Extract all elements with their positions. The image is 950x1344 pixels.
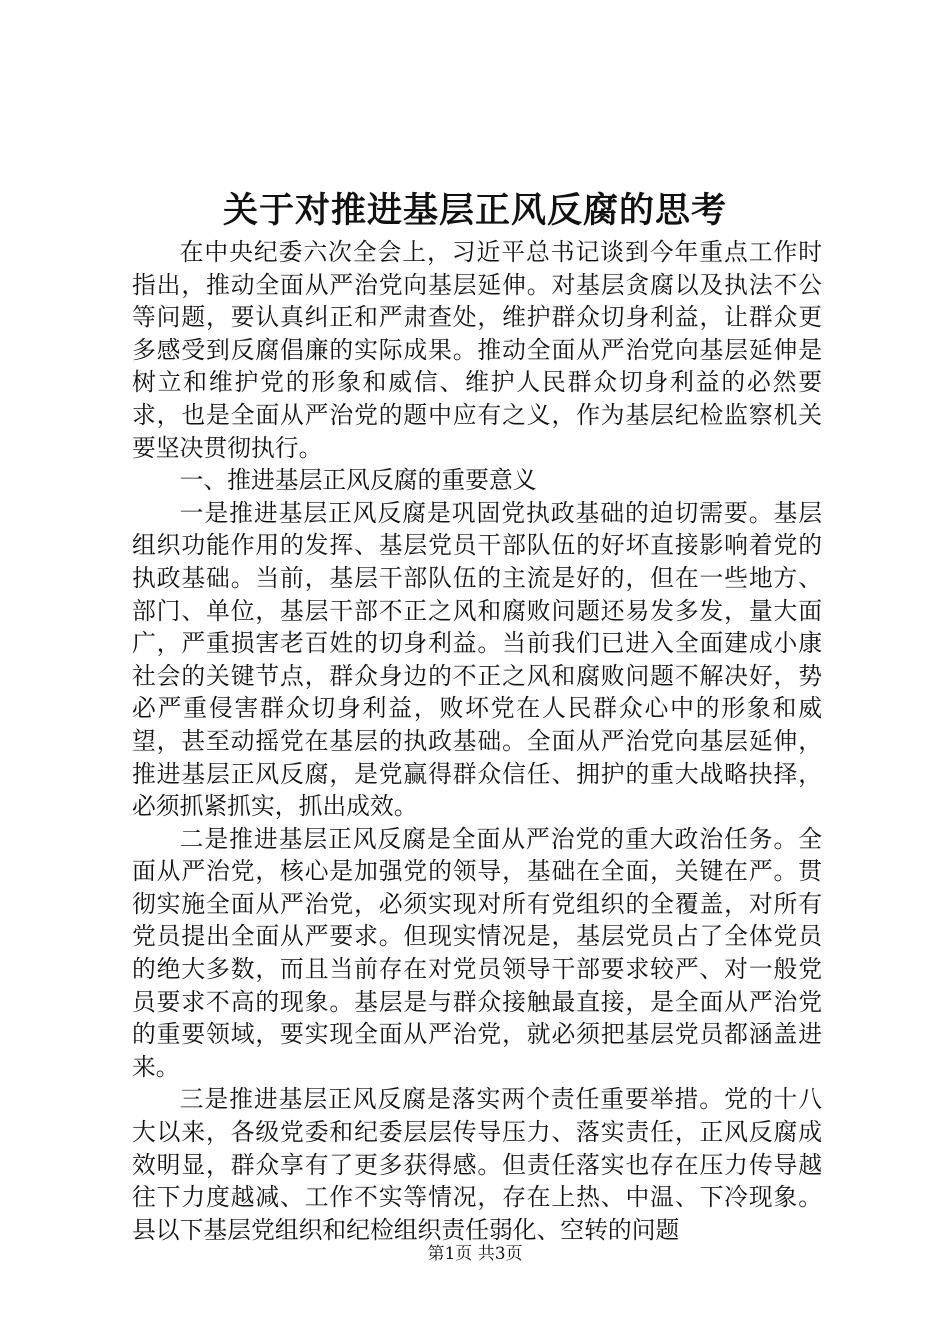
paragraph-point-2: 二是推进基层正风反腐是全面从严治党的重大政治任务。全面从严治党，核心是加强党的领导，基础在全面，关键在严。贯彻实施全面从严治党，必须实现对所有党组织的全覆盖，对所有党员提出全面从严要求。但现实情况是，基层党员占了全体党员的绝大多数，而且当前存在对党员领导干部要求较严、对一般党员要求不高的现象。基层是与群众接触最直接，是全面从严治党的重要领域，要实现全面从严治党，就必须把基层党员都涵盖进来。 (132, 824, 822, 1081)
paragraph-point-1: 一是推进基层正风反腐是巩固党执政基础的迫切需要。基层组织功能作用的发挥、基层党员干部队伍的好坏直接影响着党的执政基础。当前，基层干部队伍的主流是好的，但在一些地方、部门、单位，基层干部不正之风和腐败问题还易发多发，量大面广，严重损害老百姓的切身利益。当前我们已进入全面建成小康社会的关键节点，群众身边的不正之风和腐败问题不解决好，势必严重侵害群众切身利益，败坏党在人民群众心中的形象和威望，甚至动摇党在基层的执政基础。全面从严治党向基层延伸，推进基层正风反腐，是党赢得群众信任、拥护的重大战略抉择，必须抓紧抓实，抓出成效。 (132, 498, 822, 821)
paragraph-point-3: 三是推进基层正风反腐是落实两个责任重要举措。党的十八大以来，各级党委和纪委层层传导压力、落实责任，正风反腐成效明显，群众享有了更多获得感。但责任落实也存在压力传导越往下力度越减、工作不实等情况，存在上热、中温、下冷现象。县以下基层党组织和纪检组织责任弱化、空转的问题 (132, 1085, 822, 1244)
document-title: 关于对推进基层正风反腐的思考 (222, 190, 727, 231)
section-heading: 一、推进基层正风反腐的重要意义 (179, 466, 537, 495)
document-body (132, 236, 822, 1246)
paragraph-intro: 在中央纪委六次全会上，习近平总书记谈到今年重点工作时指出，推动全面从严治党向基层延伸。对基层贪腐以及执法不公等问题，要认真纠正和严肃查处，维护群众切身利益，让群众更多感受到反腐倡廉的实际成果。推动全面从严治党向基层延伸是树立和维护党的形象和威信、维护人民群众切身利益的必然要求，也是全面从严治党的题中应有之义，作为基层纪检监察机关要坚决贯彻执行。 (132, 238, 822, 462)
page-number-footer: 第1页 共3页 (427, 1244, 523, 1264)
